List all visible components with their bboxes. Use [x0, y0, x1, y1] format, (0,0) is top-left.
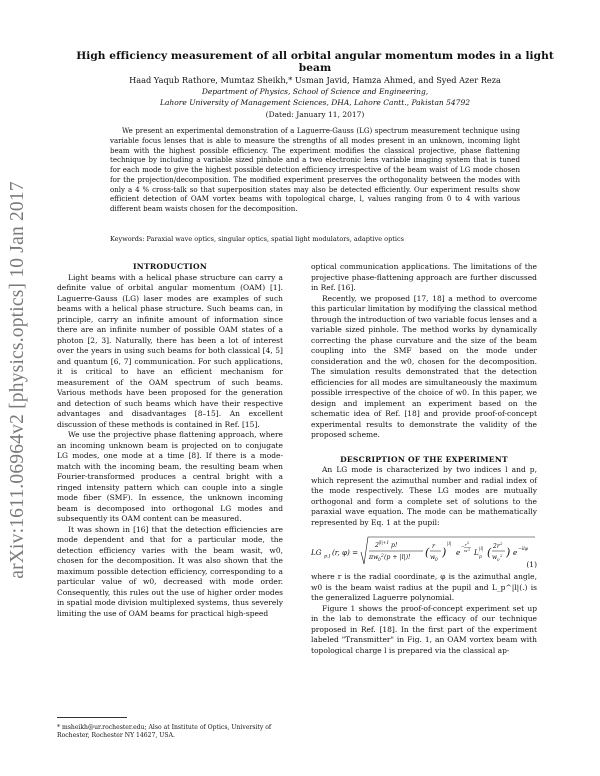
intro-paragraph-3: It was shown in [16] that the detection efficiencies are mode dependent and that for a particular mode, the detection efficiency varies with the beam wasit, w0, chosen for the decomposition. It was also shown that the maximum possible detection efficiency, corresponding to a particular value of w0, decreased with mode order. Consequently, this rules out the use of higher order modes in spatial mode division multiplexed systems, thus severely limiting the use of OAM beams for practical high-speed [57, 524, 283, 618]
svg-text:p,l: p,l [324, 553, 331, 560]
footnote: * msheikh@ur.rochester.edu; Also at Institute of Optics, University of Rochester, Rochester NY 14627, USA. [57, 724, 272, 740]
svg-text:πw: πw [369, 554, 379, 561]
right-paragraph-5: Figure 1 shows the proof-of-concept experiment set up in the lab to demonstrate the efficacy of our technique proposed in Ref. [18]. In the first part of the experiment labeled "Transmitter" in Fig. 1, an OAM vortex beam with topological charge l is prepared via the classical ap- [311, 603, 537, 655]
section-heading-experiment: DESCRIPTION OF THE EXPERIMENT [340, 454, 508, 464]
svg-text:r: r [432, 543, 435, 550]
svg-text:2: 2 [375, 542, 379, 549]
svg-text:(r, φ) =: (r, φ) = [332, 548, 359, 557]
equation-number: (1) [526, 560, 537, 569]
author-list: Haad Yaqub Rathore, Mumtaz Sheikh,* Usman Javid, Hamza Ahmed, and Syed Azer Reza [129, 75, 501, 85]
svg-text:(p + |l|)!: (p + |l|)! [384, 554, 411, 561]
intro-paragraph-1: Light beams with a helical phase structure can carry a definite value of orbital angular momentum (OAM) [1]. Laguerre-Gauss (LG) laser modes are examples of such beams with a helical phase structure. Such beams can, in principle, carry an infinite amount of information since there are an infinite number of possible OAM states of a photon [2, 3]. Naturally, there has been a lot of interest over the years in using such beams for both classical [4, 5] and quantum [6, 7] communication. For such applications, it is critical to have an efficient mechanism for measurement of the OAM spectrum of such beams. Various methods have been proposed for the generation and detection of such beams which have their respective advantages and disadvantages [8–15]. An excellent discussion of these methods is contained in Ref. [15]. [57, 272, 283, 429]
svg-text:−ilφ: −ilφ [518, 547, 528, 552]
svg-text:w: w [492, 554, 498, 561]
svg-text:0: 0 [378, 558, 381, 563]
abstract: We present an experimental demonstration of a Laguerre-Gauss (LG) spectrum measurement technique using variable focus lenses that is able to measure the strengths of all modes present in an unknown, incoming light beam with the highest possible efficiency. The experiment modifies the classical projective, phase flattening technique by including a variable sized pinhole and a two electronic lens variable imaging system that is tuned for each mode to give the highest possible detection efficiency irrespective of the beam waist of LG mode chosen for the projection/decomposition. The modified experiment preserves the orthogonality between the modes with only a 4 % cross-talk so that superposition states may also be detected efficiently. Our experiment results show efficient detection of OAM vortex beams with topological charge, l, values ranging from 0 to 4 with various different beam waists chosen for the decomposition. [110, 126, 520, 213]
svg-text:2: 2 [500, 553, 503, 558]
svg-text:e: e [513, 548, 518, 557]
svg-text:): ) [506, 546, 511, 559]
intro-paragraph-2: We use the projective phase flattening approach, where an incoming unknown beam is projected on to conjugate LG modes, one mode at a time [8]. If there is a mode-match with the incoming beam, the resulting beam when Fourier-transformed produces a central bright with a ringed intensity pattern which can couple into a single mode fiber (SMF). In essence, the unknown incoming beam is decomposed into orthogonal LG modes and subsequently its OAM content can be measured. [57, 430, 283, 523]
right-paragraph-4: where r is the radial coordinate, φ is the azimuthal angle, w0 is the beam waist radius at the pupil and L_p^|l|(.) is the generalized Laguerre polynomial. [311, 572, 537, 602]
svg-text:w: w [464, 548, 468, 553]
svg-text:(: ( [487, 546, 492, 559]
right-paragraph-3: An LG mode is characterized by two indices l and p, which represent the azimuthal number and radial index of the mode respectively. These LG modes are mutually orthogonal and form a complete set of solutions to the paraxial wave equation. The mode can be mathematically represented by Eq. 1 at the pupil: [311, 465, 537, 527]
svg-text:2: 2 [468, 547, 471, 552]
svg-text:L: L [474, 548, 479, 557]
svg-text:|l|+1: |l|+1 [378, 541, 390, 546]
section-heading-introduction: INTRODUCTION [132, 262, 208, 271]
right-paragraph-1: optical communication applications. The limitations of the projective phase-flattening approach are further discussed in Ref. [16]. [311, 262, 537, 292]
svg-text:|l|: |l| [447, 542, 452, 547]
svg-text:p: p [479, 555, 482, 560]
keywords: Keywords: Paraxial wave optics, singular optics, spatial light modulators, adaptive optics [110, 235, 404, 243]
equation-1-formula [311, 534, 537, 570]
svg-text:e: e [456, 548, 461, 557]
svg-text:0: 0 [497, 557, 500, 562]
affiliation-line-2: Lahore University of Management Sciences, DHA, Lahore Cantt., Pakistan 54792 [159, 98, 470, 107]
svg-text:w: w [430, 554, 436, 561]
svg-text:2r: 2r [493, 543, 500, 550]
arxiv-side-banner: arXiv:1611.06964v2 [physics.optics] 10 Jan 2017 [7, 181, 28, 579]
left-column [57, 262, 283, 619]
svg-text:): ) [442, 546, 447, 559]
paper-title: High efficiency measurement of all orbital angular momentum modes in a light beam [76, 50, 554, 74]
dated-line: (Dated: January 11, 2017) [265, 110, 365, 119]
equation-1 [311, 534, 537, 570]
svg-text:2: 2 [500, 541, 503, 546]
footnote-rule [57, 717, 127, 718]
svg-text:r: r [465, 542, 467, 547]
svg-text:LG: LG [311, 548, 322, 557]
svg-text:(: ( [425, 546, 430, 559]
svg-text:0: 0 [435, 558, 438, 563]
svg-text:2: 2 [467, 541, 470, 545]
affiliation [60, 86, 570, 108]
svg-text:2: 2 [381, 554, 384, 559]
svg-text:|l|: |l| [479, 547, 484, 552]
svg-text:−: − [461, 545, 465, 550]
right-paragraph-2: Recently, we proposed [17, 18] a method to overcome this particular limitation by modifying the classical method through the introduction of two variable focus lenses and a variable sized pinhole. The method works by dynamically correcting the phase curvature and the size of the beam coupling into the SMF based on the mode under consideration and the w0, chosen for the decomposition. The simulation results demonstrated that the detection efficiencies for all modes are simultaneously the maximum possible irrespective of the choice of w0. In this paper, we design and implement an experiment based on the schematic idea of Ref. [18] and provide proof-of-concept experimental results to demonstrate the validity of the proposed scheme. [311, 293, 537, 439]
affiliation-line-1: Department of Physics, School of Science and Engineering, [201, 87, 429, 96]
svg-text:p!: p! [391, 542, 398, 549]
right-column [311, 262, 537, 656]
